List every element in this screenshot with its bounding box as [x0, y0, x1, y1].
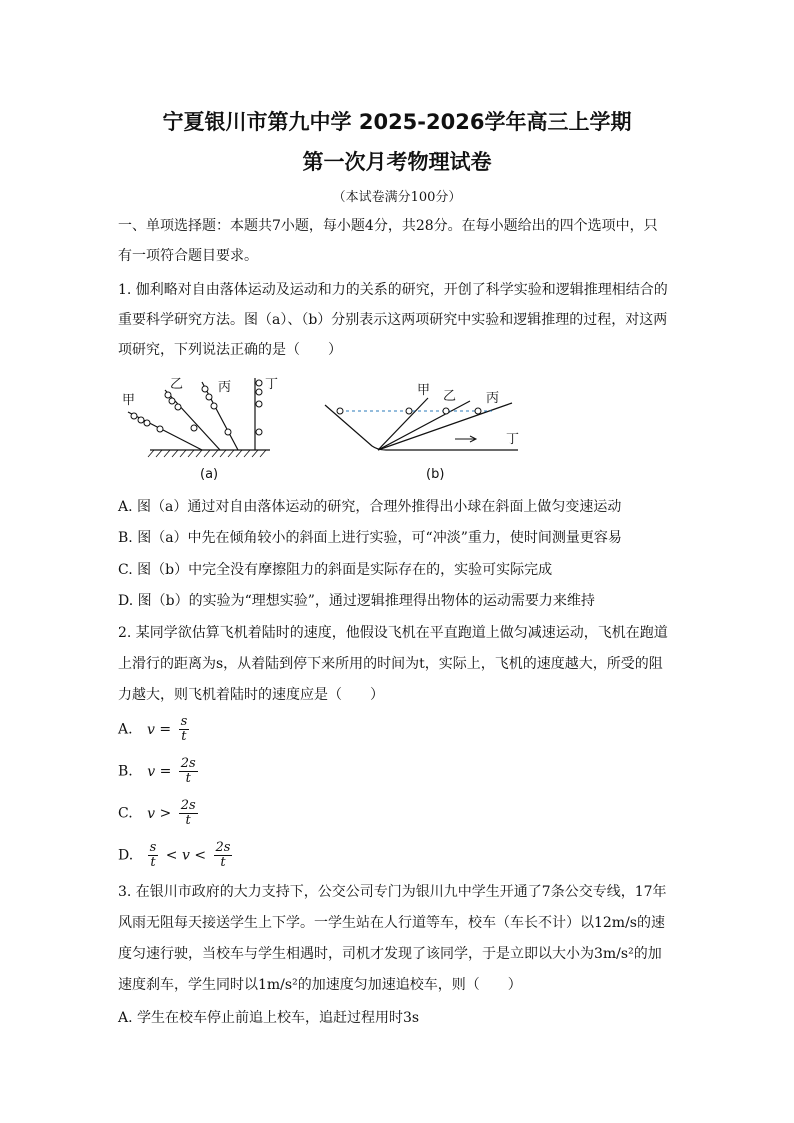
q2-stem-line2: 上滑行的距离为s，从着陆到停下来所用的时间为t，实际上，飞机的速度越大，所受的阻 [118, 656, 663, 672]
fraction-numerator: s [149, 840, 157, 855]
q2-option-c-lhs: v [147, 805, 156, 822]
q2-option-a-op: = [159, 721, 172, 738]
q1-stem-line1: 1. 伽利略对自由落体运动及运动和力的关系的研究，开创了科学实验和逻辑推理相结合的 [118, 282, 668, 298]
q2-option-c-label: C. [118, 805, 133, 822]
fig-a-label-yi: 乙 [170, 377, 184, 392]
fig-b-caption: (b) [426, 467, 445, 482]
q2-option-a-fraction [179, 715, 190, 744]
q2-option-b [118, 757, 201, 786]
q2-option-c-op: > [159, 805, 172, 822]
fraction-numerator: s [180, 714, 188, 729]
q1-figure [110, 370, 530, 485]
score-note: （本试卷满分100分） [332, 190, 462, 205]
fraction-denominator: t [150, 855, 156, 870]
q2-stem-line3: 力越大，则飞机着陆时的速度应是（ ） [118, 687, 384, 703]
q3-stem-line1: 3. 在银川市政府的大力支持下，公交公司专门为银川九中学生开通了7条公交专线，17年 [118, 884, 667, 900]
fraction-denominator: t [185, 813, 191, 828]
q2-option-a-label: A. [118, 721, 133, 738]
fraction-denominator: t [181, 729, 187, 744]
q2-option-c [118, 799, 201, 828]
q1-stem-line3: 项研究，下列说法正确的是（ ） [118, 342, 342, 358]
q2-option-c-fraction [179, 799, 198, 828]
q2-option-d [118, 841, 235, 870]
fig-b-label-ding: 丁 [506, 432, 520, 447]
q2-option-d-mid: v [181, 847, 190, 864]
q1-option-c: C. 图（b）中完全没有摩擦阻力的斜面是实际存在的，实验可实际完成 [118, 562, 553, 578]
fraction-numerator: 2s [180, 798, 196, 813]
q1-option-a: A. 图（a）通过对自由落体运动的研究，合理外推得出小球在斜面上做匀变速运动 [118, 499, 622, 515]
q2-option-d-label: D. [118, 847, 134, 864]
figure-a [128, 378, 270, 457]
fraction-denominator: t [185, 771, 191, 786]
fig-a-label-jia: 甲 [122, 393, 136, 408]
q2-option-d-op1: < [165, 847, 178, 864]
q3-stem-line3: 度匀速行驶，当校车与学生相遇时，司机才发现了该同学，于是立即以大小为3m/s²的加 [118, 946, 662, 962]
q1-option-b: B. 图（a）中先在倾角较小的斜面上进行实验，可“冲淡”重力，使时间测量更容易 [118, 530, 622, 546]
fig-b-label-jia: 甲 [417, 383, 431, 398]
fraction-numerator: 2s [215, 840, 231, 855]
exam-title-line2: 第一次月考物理试卷 [302, 150, 492, 174]
fig-b-label-yi: 乙 [443, 389, 457, 404]
fig-b-label-bing: 丙 [486, 391, 500, 406]
q1-option-d: D. 图（b）的实验为“理想实验”，通过逻辑推理得出物体的运动需要力来维持 [118, 593, 595, 609]
fraction-numerator: 2s [180, 756, 196, 771]
q2-option-b-op: = [159, 763, 172, 780]
q2-option-b-label: B. [118, 763, 133, 780]
q2-option-d-fraction-left [148, 841, 159, 870]
fraction-denominator: t [220, 855, 226, 870]
q2-option-d-fraction-right [214, 841, 233, 870]
fig-a-label-bing: 丙 [218, 380, 232, 395]
q2-stem-line1: 2. 某同学欲估算飞机着陆时的速度，他假设飞机在平直跑道上做匀减速运动，飞机在跑道 [118, 625, 668, 641]
q3-stem-line2: 风雨无阻每天接送学生上下学。一学生站在人行道等车，校车（车长不计）以12m/s的速 [118, 915, 665, 931]
section-heading-line2: 有一项符合题目要求。 [118, 248, 258, 264]
q1-stem-line2: 重要科学研究方法。图（a）、（b）分别表示这两项研究中实验和逻辑推理的过程，对这两 [118, 312, 668, 328]
q3-option-a: A. 学生在校车停止前追上校车，追赶过程用时3s [118, 1010, 420, 1026]
q2-option-b-lhs: v [147, 763, 156, 780]
q2-option-a [118, 715, 192, 744]
fig-a-label-ding: 丁 [265, 377, 279, 392]
q2-option-a-lhs: v [147, 721, 155, 738]
section-heading-line1: 一、单项选择题：本题共7小题，每小题4分，共28分。在每小题给出的四个选项中，只 [118, 218, 658, 234]
exam-title-line1: 宁夏银川市第九中学 2025-2026学年高三上学期 [162, 110, 632, 134]
q3-stem-line4: 速度刹车，学生同时以1m/s²的加速度匀加速追校车，则（ ） [118, 977, 522, 993]
q2-option-b-fraction [179, 757, 198, 786]
q2-option-d-op2: < [194, 847, 207, 864]
fig-a-caption: (a) [200, 467, 219, 482]
